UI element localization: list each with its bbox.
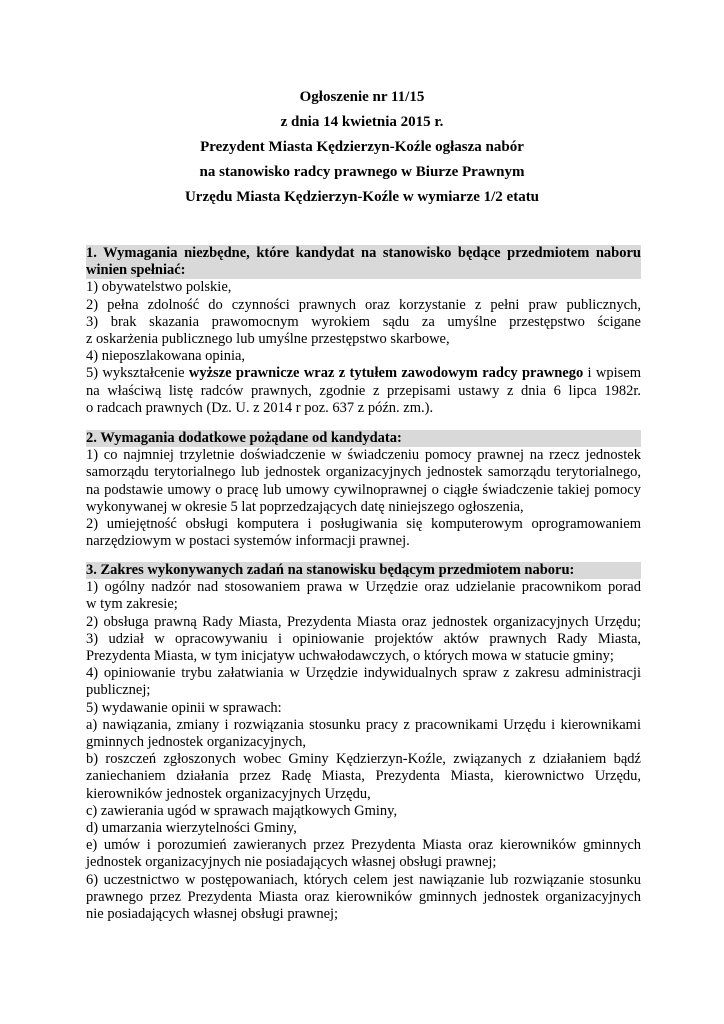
list-item-continuation: w tym zakresie; <box>86 596 178 613</box>
section-title-line: 3. Zakres wykonywanych zadań na stanowisku będącym przedmiotem naboru: <box>86 562 575 578</box>
list-item: 1) ogólny nadzór nad stosowaniem prawa w Urzędzie oraz udzielanie pracownikom porad <box>86 579 641 596</box>
list-item-continuation: gminnych jednostek organizacyjnych, <box>86 734 306 751</box>
section-title <box>86 245 641 279</box>
list-item-continuation: narzędziowym w postaci systemów informacji prawnej. <box>86 533 410 550</box>
list-item: c) zawierania ugód w sprawach majątkowych Gminy, <box>86 802 398 819</box>
announcement-date: z dnia 14 kwietnia 2015 r. <box>280 114 444 130</box>
list-item <box>86 365 641 382</box>
section-title-line: winien spełniać: <box>86 262 186 279</box>
section-duties <box>86 562 641 923</box>
list-item-continuation: na podstawie umowy o pracę lub umowy cywilnoprawnej o ciągłe świadczenie takiej pomocy <box>86 481 641 498</box>
list-item-continuation: zaniechaniem działania przez Radę Miasta, Prezydenta Miasta, kierownictwo Urzędu, <box>86 768 641 785</box>
section-additional-requirements <box>86 430 641 550</box>
list-item-continuation: o radcach prawnych (Dz. U. z 2014 r poz. 637 z późn. zm.). <box>86 399 434 416</box>
list-item: d) umarzania wierzytelności Gminy, <box>86 820 297 837</box>
text-run: i wpisem <box>583 365 641 382</box>
section-title <box>86 562 641 579</box>
list-item-continuation: publicznej; <box>86 682 151 699</box>
list-item-continuation: samorządu terytorialnego lub jednostek organizacyjnych jednostek samorządu terytorialnego, <box>86 464 641 481</box>
list-item: 5) wydawanie opinii w sprawach: <box>86 699 282 716</box>
list-item: 3) brak skazania prawomocnym wyrokiem sądu za umyślne przestępstwo ścigane <box>86 313 641 330</box>
list-item-continuation: jednostek organizacyjnych nie posiadających własnej obsługi prawnej; <box>86 854 497 871</box>
emphasis-text: wyższe prawnicze wraz z tytułem zawodowym radcy prawnego <box>188 365 584 382</box>
list-item: 1) co najmniej trzyletnie doświadczenie w świadczeniu pomocy prawnej na rzecz jednostek <box>86 447 641 464</box>
list-item: a) nawiązania, zmiany i rozwiązania stosunku pracy z pracownikami Urzędu i kierownikami <box>86 716 641 733</box>
list-item-continuation: wykonywanej w okresie 5 lat poprzedzających datę niniejszego ogłoszenia, <box>86 498 524 515</box>
list-item-continuation: na właściwą listę radców prawnych, zgodnie z przepisami ustawy z dnia 6 lipca 1982r. <box>86 382 641 399</box>
list-item-continuation: nie posiadających własnej obsługi prawnej; <box>86 906 339 923</box>
list-item: 4) nieposzlakowana opinia, <box>86 348 246 365</box>
announcement-office: Urzędu Miasta Kędzierzyn-Koźle w wymiarze 1/2 etatu <box>184 189 540 205</box>
announcement-number: Ogłoszenie nr 11/15 <box>299 89 425 105</box>
text-run: 5) wykształcenie <box>86 365 189 382</box>
section-title-line: 1. Wymagania niezbędne, które kandydat na stanowisko będące przedmiotem naboru <box>86 245 641 261</box>
list-item-continuation: kierowników jednostek organizacyjnych Urzędu, <box>86 785 371 802</box>
section-requirements <box>86 245 641 417</box>
list-item: 1) obywatelstwo polskie, <box>86 279 232 296</box>
list-item: 3) udział w opracowywaniu i opiniowanie projektów aktów prawnych Rady Miasta, <box>86 630 641 647</box>
list-item-continuation: prawnego przez Prezydenta Miasta oraz kierowników gminnych jednostek organizacyjnych <box>86 888 641 905</box>
list-item: e) umów i porozumień zawieranych przez Prezydenta Miasta oraz kierowników gminnych <box>86 837 641 854</box>
list-item-continuation: z oskarżenia publicznego lub umyślne przestępstwo skarbowe, <box>86 331 450 348</box>
announcement-heading: Prezydent Miasta Kędzierzyn-Koźle ogłasza nabór <box>200 139 524 155</box>
list-item: 2) umiejętność obsługi komputera i posługiwania się komputerowym oprogramowaniem <box>86 516 641 533</box>
section-title-line: 2. Wymagania dodatkowe pożądane od kandydata: <box>86 430 402 446</box>
list-item: 2) obsługa prawną Rady Miasta, Prezydenta Miasta oraz jednostek organizacyjnych Urzędu; <box>86 613 641 630</box>
list-item: 4) opiniowanie trybu załatwiania w Urzędzie indywidualnych spraw z zakresu administracji <box>86 665 641 682</box>
list-item-continuation: Prezydenta Miasta, w tym inicjatyw uchwałodawczych, o których mowa w statucie gminy; <box>86 648 614 665</box>
list-item: b) roszczeń zgłoszonych wobec Gminy Kędzierzyn-Koźle, związanych z działaniem bądź <box>86 751 641 768</box>
list-item: 2) pełna zdolność do czynności prawnych oraz korzystanie z pełni praw publicznych, <box>86 296 641 313</box>
list-item: 6) uczestnictwo w postępowaniach, których celem jest nawiązanie lub rozwiązanie stosunku <box>86 871 641 888</box>
announcement-position: na stanowisko radcy prawnego w Biurze Prawnym <box>199 164 525 180</box>
section-title <box>86 430 641 447</box>
